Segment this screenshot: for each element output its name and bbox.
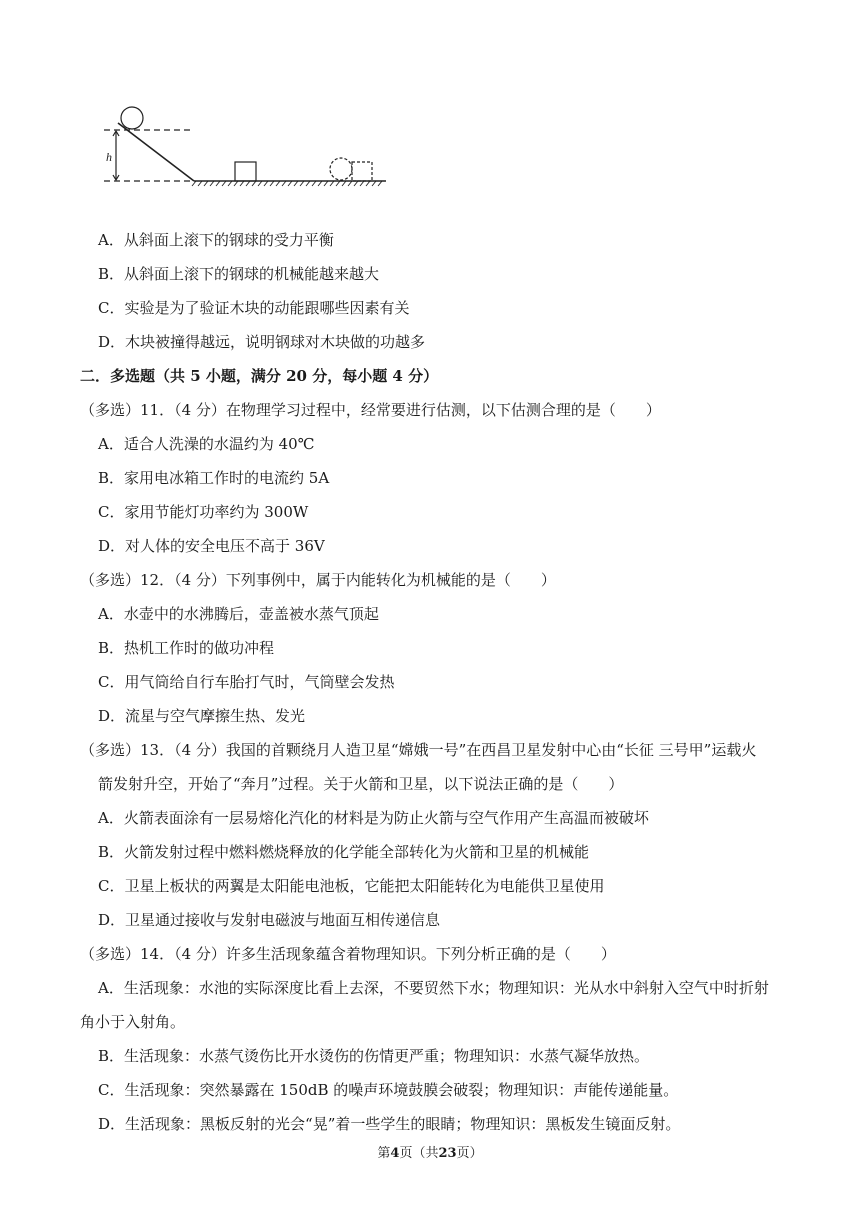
- q14-option-a-line1: A．生活现象：水池的实际深度比看上去深，不要贸然下水；物理知识：光从水中斜射入空气中时折射: [98, 979, 769, 997]
- q13-option-a: A．火箭表面涂有一层易熔化汽化的材料是为防止火箭与空气作用产生高温而被破坏: [98, 809, 649, 827]
- q14-option-c: C．生活现象：突然暴露在 150dB 的噪声环境鼓膜会破裂；物理知识：声能传递能量。: [98, 1081, 679, 1099]
- q12-option-b: B．热机工作时的做功冲程: [98, 639, 275, 657]
- q12-stem: （多选）12．（4 分）下列事例中，属于内能转化为机械能的是（ ）: [80, 571, 556, 589]
- footer-page-number: 4: [390, 1146, 400, 1161]
- q13-option-d: D．卫星通过接收与发射电磁波与地面互相传递信息: [98, 911, 441, 929]
- footer-mid: 页（共: [399, 1146, 439, 1161]
- wood-block: [235, 162, 256, 181]
- q11-option-a: A．适合人洗澡的水温约为 40℃: [98, 435, 315, 453]
- q13-option-b: B．火箭发射过程中燃料燃烧释放的化学能全部转化为火箭和卫星的机械能: [98, 843, 590, 861]
- height-label: h: [106, 150, 112, 164]
- q13-option-c: C．卫星上板状的两翼是太阳能电池板，它能把太阳能转化为电能供卫星使用: [98, 877, 605, 895]
- steel-ball: [121, 107, 143, 129]
- incline: [118, 123, 194, 181]
- q11-stem: （多选）11．（4 分）在物理学习过程中，经常要进行估测，以下估测合理的是（ ）: [80, 401, 661, 419]
- q14-option-b: B．生活现象：水蒸气烫伤比开水烫伤的伤情更严重；物理知识：水蒸气凝华放热。: [98, 1047, 650, 1065]
- section-title: 二．多选题（共 5 小题，满分 20 分，每小题 4 分）: [80, 367, 439, 385]
- q10-option-c: C．实验是为了验证木块的动能跟哪些因素有关: [98, 299, 410, 317]
- q12-option-a: A．水壶中的水沸腾后，壶盖被水蒸气顶起: [98, 605, 379, 623]
- q13-stem-line2: 箭发射升空，开始了“奔月”过程。关于火箭和卫星，以下说法正确的是（ ）: [98, 775, 624, 793]
- q14-stem: （多选）14．（4 分）许多生活现象蕴含着物理知识。下列分析正确的是（ ）: [80, 945, 616, 963]
- q10-option-a: A．从斜面上滚下的钢球的受力平衡: [98, 231, 334, 249]
- q11-option-c: C．家用节能灯功率约为 300W: [98, 503, 309, 521]
- footer-suffix: 页）: [456, 1146, 483, 1161]
- q13-stem-line1: （多选）13．（4 分）我国的首颗绕月人造卫星“嫦娥一号”在西昌卫星发射中心由“长征 三号甲”运载火: [80, 741, 757, 759]
- ball-final-position: [330, 158, 352, 180]
- q10-option-b: B．从斜面上滚下的钢球的机械能越来越大: [98, 265, 380, 283]
- q14-option-a-line2: 角小于入射角。: [80, 1013, 186, 1031]
- footer-total-pages: 23: [438, 1146, 457, 1161]
- q12-option-d: D．流星与空气摩擦生热、发光: [98, 707, 306, 725]
- block-final-position: [352, 162, 372, 181]
- incline-experiment-figure: [98, 103, 398, 189]
- q14-option-d: D．生活现象：黑板反射的光会“晃”着一些学生的眼睛；物理知识：黑板发生镜面反射。: [98, 1115, 681, 1133]
- q11-option-d: D．对人体的安全电压不高于 36V: [98, 537, 325, 555]
- footer-prefix: 第: [377, 1146, 391, 1161]
- q10-option-d: D．木块被撞得越远，说明钢球对木块做的功越多: [98, 333, 426, 351]
- q11-option-b: B．家用电冰箱工作时的电流约 5A: [98, 469, 330, 487]
- q12-option-c: C．用气筒给自行车胎打气时，气筒壁会发热: [98, 673, 395, 691]
- page-footer: [0, 1142, 860, 1161]
